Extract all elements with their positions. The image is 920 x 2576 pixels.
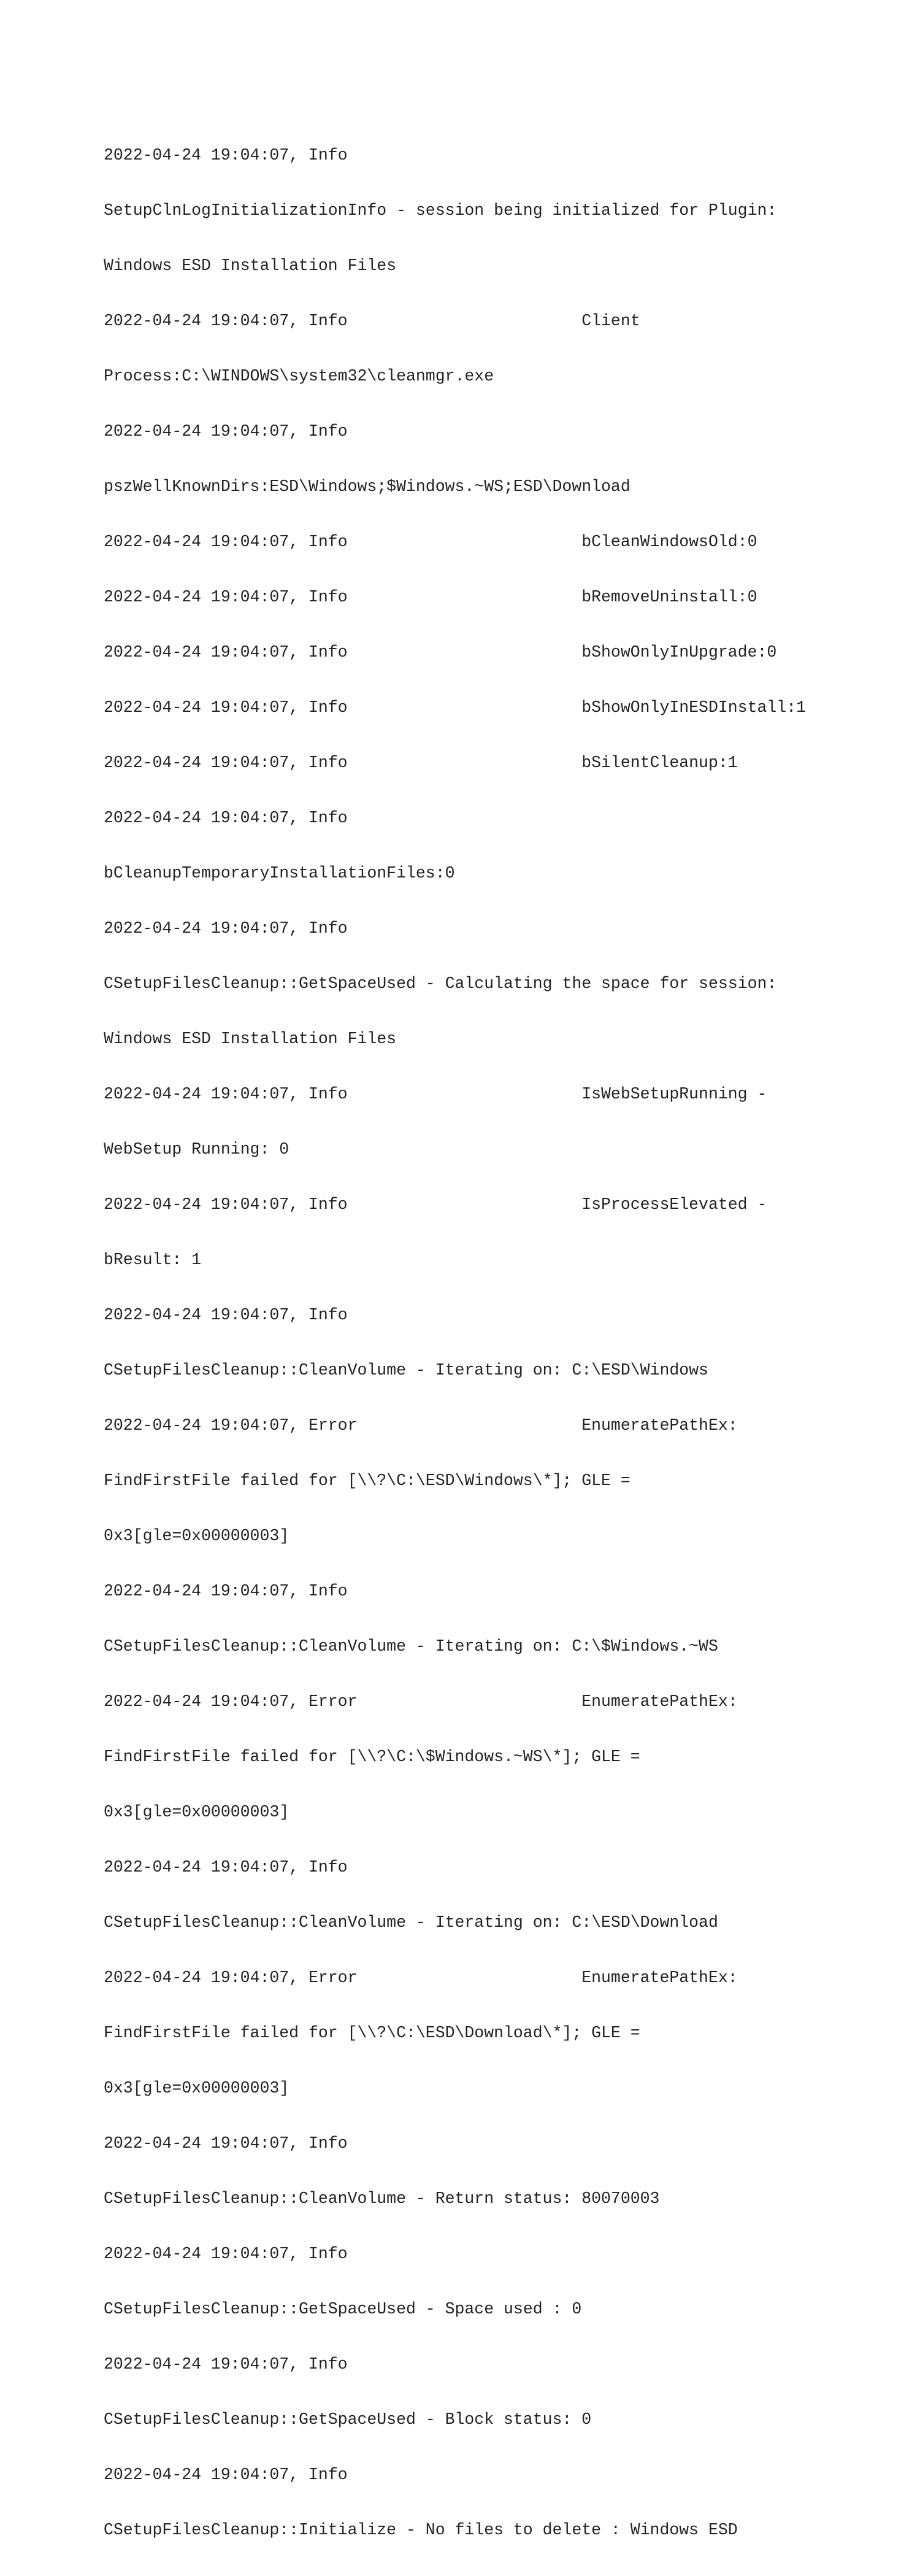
log-line: CSetupFilesCleanup::GetSpaceUsed - Space used : 0 <box>104 2300 582 2318</box>
log-line: Windows ESD Installation Files <box>104 1030 397 1048</box>
log-line: CSetupFilesCleanup::CleanVolume - Return status: 80070003 <box>104 2189 660 2208</box>
log-line: WebSetup Running: 0 <box>104 1140 289 1159</box>
log-line: 2022-04-24 19:04:07, Error EnumeratePathEx: <box>104 1969 738 1987</box>
log-line: 2022-04-24 19:04:07, Info <box>104 1858 348 1876</box>
log-line: pszWellKnownDirs:ESD\Windows;$Windows.~WS;ESD\Download <box>104 477 631 496</box>
log-line: CSetupFilesCleanup::CleanVolume - Iterating on: C:\ESD\Windows <box>104 1361 708 1379</box>
log-line: 2022-04-24 19:04:07, Info <box>104 422 348 441</box>
log-line: CSetupFilesCleanup::Initialize - No files to delete : Windows ESD <box>104 2521 738 2539</box>
log-line: 2022-04-24 19:04:07, Info bSilentCleanup:1 <box>104 754 738 772</box>
log-line: bResult: 1 <box>104 1251 202 1269</box>
log-line: 2022-04-24 19:04:07, Info bShowOnlyInUpgrade:0 <box>104 643 777 661</box>
log-line: Process:C:\WINDOWS\system32\cleanmgr.exe <box>104 367 494 385</box>
log-line: Windows ESD Installation Files <box>104 256 397 275</box>
log-line: CSetupFilesCleanup::CleanVolume - Iterating on: C:\ESD\Download <box>104 1913 718 1932</box>
log-text-block <box>104 109 806 2576</box>
log-line: FindFirstFile failed for [\\?\C:\ESD\Download\*]; GLE = <box>104 2024 640 2042</box>
log-line: 2022-04-24 19:04:07, Info bCleanWindowsOld:0 <box>104 533 757 551</box>
log-line: 2022-04-24 19:04:07, Info <box>104 2466 348 2484</box>
log-line: FindFirstFile failed for [\\?\C:\$Windows.~WS\*]; GLE = <box>104 1748 640 1766</box>
log-line: SetupClnLogInitializationInfo - session being initialized for Plugin: <box>104 201 777 220</box>
log-line: 2022-04-24 19:04:07, Info <box>104 809 348 827</box>
log-line: 2022-04-24 19:04:07, Info Client <box>104 312 640 330</box>
log-line: FindFirstFile failed for [\\?\C:\ESD\Windows\*]; GLE = <box>104 1471 631 1490</box>
log-line: 2022-04-24 19:04:07, Info <box>104 2355 348 2374</box>
log-line: bCleanupTemporaryInstallationFiles:0 <box>104 864 455 882</box>
log-line: CSetupFilesCleanup::GetSpaceUsed - Calculating the space for session: <box>104 974 777 993</box>
log-line: 2022-04-24 19:04:07, Info <box>104 1306 348 1324</box>
log-line: 2022-04-24 19:04:07, Info <box>104 2245 348 2263</box>
log-line: 2022-04-24 19:04:07, Info <box>104 919 348 938</box>
log-line: CSetupFilesCleanup::GetSpaceUsed - Block status: 0 <box>104 2410 592 2429</box>
log-line: 2022-04-24 19:04:07, Info IsWebSetupRunning - <box>104 1085 767 1103</box>
log-line: 2022-04-24 19:04:07, Info <box>104 146 348 164</box>
log-line: 2022-04-24 19:04:07, Info <box>104 2134 348 2153</box>
log-line: 0x3[gle=0x00000003] <box>104 2079 289 2097</box>
log-line: 0x3[gle=0x00000003] <box>104 1803 289 1821</box>
log-line: 2022-04-24 19:04:07, Info bShowOnlyInESDInstall:1 <box>104 698 806 717</box>
log-line: 2022-04-24 19:04:07, Error EnumeratePathEx: <box>104 1416 738 1435</box>
log-line: 0x3[gle=0x00000003] <box>104 1527 289 1545</box>
log-line: 2022-04-24 19:04:07, Error EnumeratePathEx: <box>104 1692 738 1711</box>
log-line: 2022-04-24 19:04:07, Info <box>104 1582 348 1600</box>
log-line: CSetupFilesCleanup::CleanVolume - Iterating on: C:\$Windows.~WS <box>104 1637 718 1656</box>
log-line: 2022-04-24 19:04:07, Info bRemoveUninstall:0 <box>104 588 757 606</box>
log-line: 2022-04-24 19:04:07, Info IsProcessElevated - <box>104 1195 767 1214</box>
